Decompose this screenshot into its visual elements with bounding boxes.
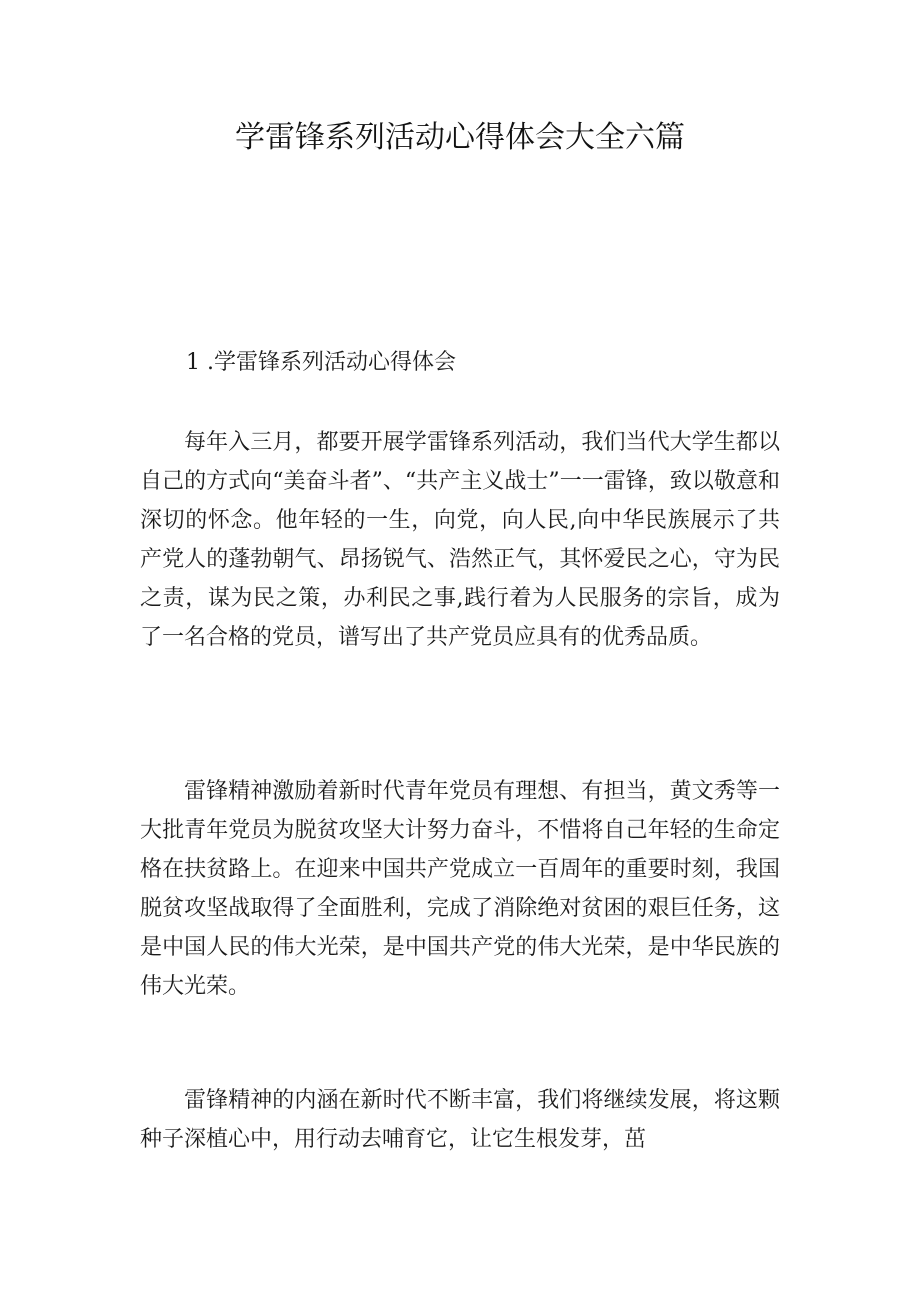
section-heading: 1 .学雷锋系列活动心得体会 <box>186 350 456 375</box>
document-title: 学雷锋系列活动心得体会大全六篇 <box>235 120 685 155</box>
paragraph: 雷锋精神激励着新时代青年党员有理想、有担当，黄文秀等一大批青年党员为脱贫攻坚大计努力奋斗，不惜将自己年轻的生命定格在扶贫路上。在迎来中国共产党成立一百周年的重要时刻，我国脱贫攻坚战取得了全面胜利，完成了消除绝对贫困的艰巨任务，这是中国人民的伟大光荣，是中国共产党的伟大光荣，是中华民族的伟大光荣。 <box>140 779 780 999</box>
paragraph: 雷锋精神的内涵在新时代不断丰富，我们将继续发展，将这颗种子深植心中，用行动去哺育它，让它生根发芽，茁 <box>140 1088 780 1152</box>
paragraph: 每年入三月，都要开展学雷锋系列活动，我们当代大学生都以自己的方式向“美奋斗者”、“共产主义战士”一一雷锋，致以敬意和深切的怀念。他年轻的一生，向党，向人民,向中华民族展示了共产党人的蓬勃朝气、昂扬锐气、浩然正气，其怀爱民之心，守为民之责，谋为民之策，办利民之事,践行着为人民服务的宗旨，成为了一名合格的党员，谱写出了共产党员应具有的优秀品质。 <box>140 430 780 650</box>
